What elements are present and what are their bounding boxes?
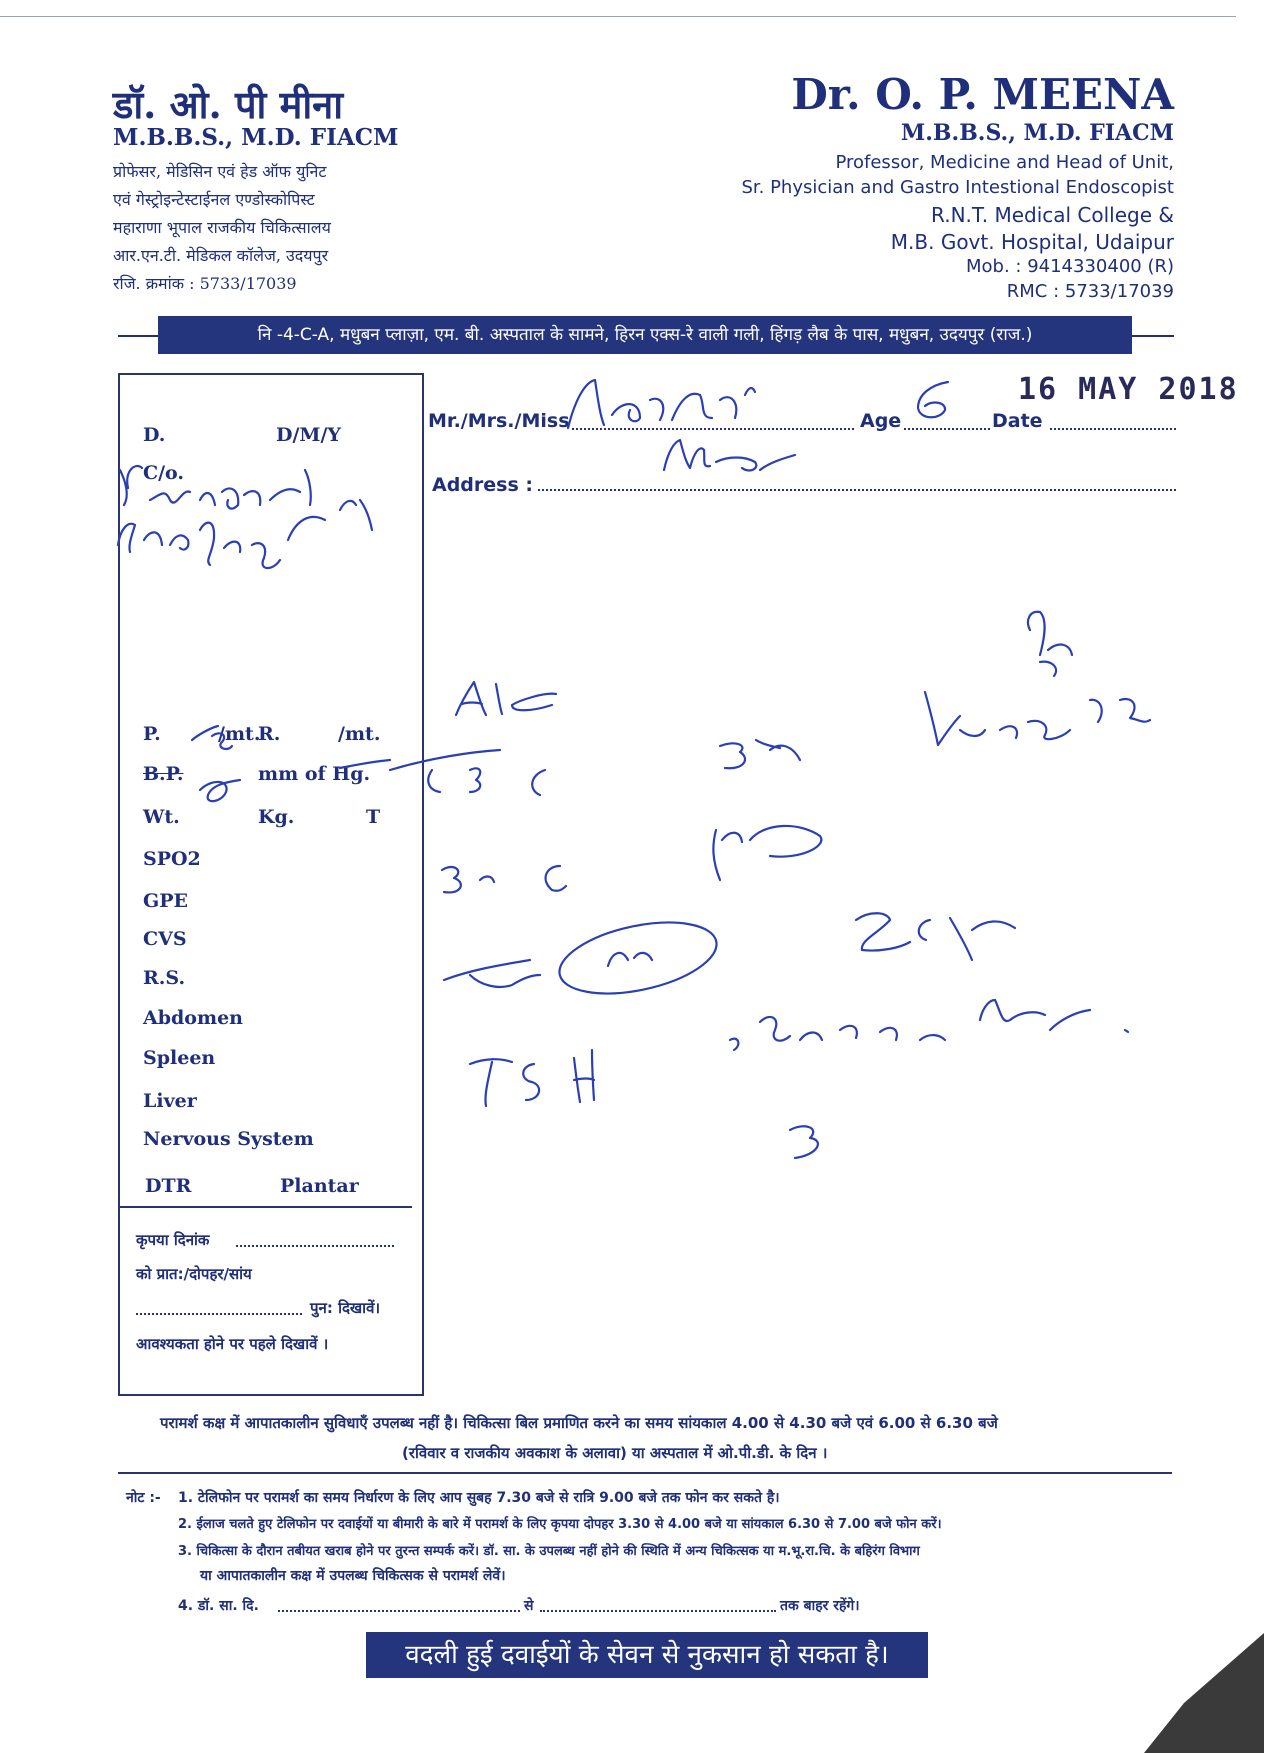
spo2-label: SPO2 <box>143 848 201 870</box>
address-line <box>538 489 1176 491</box>
followup-date-line <box>236 1245 394 1247</box>
followup-revisit: पुन: दिखावें। <box>310 1299 381 1317</box>
findings-right-7 <box>790 1126 818 1158</box>
mobile-number: Mob. : 9414330400 (R) <box>966 256 1174 277</box>
followup-time-label: को प्रात:/दोपहर/सांय <box>136 1265 252 1283</box>
note-4-until: तक बाहर रहेंगे। <box>780 1598 860 1614</box>
dtr-label: DTR <box>145 1175 192 1197</box>
consult-notice-2: (रविवार व राजकीय अवकाश के अलावा) या अस्पताल में ओ.पी.डी. के दिन । <box>402 1444 828 1462</box>
panel-divider <box>120 1206 412 1208</box>
co-label: C/o. <box>143 462 185 484</box>
gpe-label: GPE <box>143 890 188 912</box>
findings-right-4 <box>713 826 821 880</box>
findings-row-5 <box>470 1050 594 1106</box>
name-label: Mr./Mrs./Miss <box>428 410 570 432</box>
date-stamp: 16 MAY 2018 <box>1018 372 1239 407</box>
designation-english-1: Professor, Medicine and Head of Unit, <box>835 152 1174 173</box>
findings-aic <box>456 682 556 715</box>
notes-rule <box>118 1472 1172 1474</box>
findings-right-6 <box>730 1000 1128 1050</box>
pulse-unit: /mt. <box>218 723 261 745</box>
folded-corner <box>1144 1633 1264 1753</box>
name-line <box>572 428 854 430</box>
note-2: 2. ईलाज चलते हुए टेलिफोन पर दवाईयों या बीमारी के बारे में परामर्श के लिए कृपया दोपहर 3.30 से 4.00 बजे या सांयकाल 6.30 से 7.00 बजे फोन करें। <box>178 1517 942 1532</box>
nervous-system-label: Nervous System <box>143 1128 314 1150</box>
doctor-name-english: Dr. O. P. MEENA <box>791 70 1174 119</box>
age-line <box>904 428 990 430</box>
consult-notice-1: परामर्श कक्ष में आपातकालीन सुविधाएँ उपलब्ध नहीं है। चिकित्सा बिल प्रमाणित करने का समय सांयकाल 4.00 से 4.30 बजे एवं 6.00 से 6.30 बजे <box>160 1414 998 1432</box>
note-3b: या आपातकालीन कक्ष में उपलब्ध चिकित्सक से परामर्श लेवें। <box>200 1568 506 1584</box>
bp-label: B.P. <box>143 763 184 785</box>
designation-english-2: Sr. Physician and Gastro Intestional Endoscopist <box>741 177 1174 198</box>
note-3a: 3. चिकित्सा के दौरान तबीयत खराब होने पर तुरन्त सम्पर्क करें। डॉ. सा. के उपलब्ध नहीं होने की स्थिति में अन्य चिकित्सक या म.भू.रा.चि. के बहिरंग विभाग <box>178 1544 920 1559</box>
spleen-label: Spleen <box>143 1047 216 1069</box>
resp-unit: /mt. <box>338 723 381 745</box>
hospital-english: M.B. Govt. Hospital, Udaipur <box>890 230 1174 254</box>
liver-label: Liver <box>143 1090 197 1112</box>
note-1: 1. टेलिफोन पर परामर्श का समय निर्धारण के लिए आप सुबह 7.30 बजे से रात्रि 9.00 बजे तक फोन कर सकते है। <box>178 1490 780 1506</box>
date-line <box>1050 428 1176 430</box>
degrees-english: M.B.B.S., M.D. FIACM <box>900 120 1174 146</box>
cvs-label: CVS <box>143 928 187 950</box>
pulse-label: P. <box>143 723 161 745</box>
followup-early-visit: आवश्यकता होने पर पहले दिखावें । <box>136 1335 329 1353</box>
abdomen-label: Abdomen <box>143 1007 243 1029</box>
registration-hindi: रजि. क्रमांक : 5733/17039 <box>113 274 297 293</box>
rs-label: R.S. <box>143 967 186 989</box>
note-4-from-line <box>278 1610 520 1612</box>
warning-banner: वदली हुई दवाईयों के सेवन से नुकसान हो सकता है। <box>366 1632 928 1678</box>
weight-label: Wt. <box>143 806 180 828</box>
findings-circled <box>553 910 723 1006</box>
temp-label: T <box>366 806 381 828</box>
address-label: Address : <box>432 474 533 496</box>
findings-right-2 <box>925 692 1150 745</box>
designation-hindi-1: प्रोफेसर, मेडिसिन एवं हेड ऑफ युनिट <box>113 162 327 181</box>
address-rule-right <box>1132 335 1174 337</box>
kg-label: Kg. <box>258 806 295 828</box>
notes-prefix: नोट :- <box>126 1490 161 1506</box>
doctor-name-hindi: डॉ. ओ. पी मीना <box>113 82 344 127</box>
bp-unit: mm of Hg. <box>258 763 371 785</box>
address-rule-left <box>118 335 158 337</box>
address-scribble <box>664 440 795 470</box>
findings-circled-text <box>608 953 652 966</box>
findings-row-3 <box>442 866 566 892</box>
resp-label: R. <box>258 723 281 745</box>
college-hindi: आर.एन.टी. मेडिकल कॉलेज, उदयपुर <box>113 246 329 265</box>
degrees-hindi-side: M.B.B.S., M.D. FIACM <box>113 124 399 151</box>
findings-right-1 <box>720 740 800 768</box>
age-scribble <box>918 382 948 417</box>
findings-row-4 <box>444 960 540 987</box>
date-label: Date <box>992 410 1043 432</box>
age-label: Age <box>860 410 902 432</box>
dmy-label: D/M/Y <box>276 424 341 446</box>
note-4-from: से <box>524 1598 534 1614</box>
followup-blank-line <box>136 1313 302 1315</box>
findings-right-3 <box>1028 612 1072 676</box>
rmc-number: RMC : 5733/17039 <box>1006 281 1174 302</box>
designation-hindi-2: एवं गेस्ट्रोइन्टेस्टाईनल एण्डोस्कोपिस्ट <box>113 190 315 209</box>
followup-date-label: कृपया दिनांक <box>136 1231 210 1249</box>
note-4-label: 4. डॉ. सा. दि. <box>178 1598 259 1614</box>
clinic-address-bar: नि -4-C-A, मधुबन प्लाज़ा, एम. बी. अस्पताल के सामने, हिरन एक्स-रे वाली गली, हिंगड़ लैब के पास, मधुबन, उदयपुर (राज.) <box>158 316 1132 354</box>
college-english: R.N.T. Medical College & <box>931 203 1174 227</box>
sheet-top-edge <box>0 16 1236 17</box>
note-4-to-line <box>540 1610 776 1612</box>
d-label: D. <box>143 424 166 446</box>
hospital-hindi: महाराणा भूपाल राजकीय चिकित्सालय <box>113 218 331 237</box>
patient-name-scribble <box>568 380 755 428</box>
plantar-label: Plantar <box>280 1175 359 1197</box>
findings-right-5 <box>856 913 1015 960</box>
